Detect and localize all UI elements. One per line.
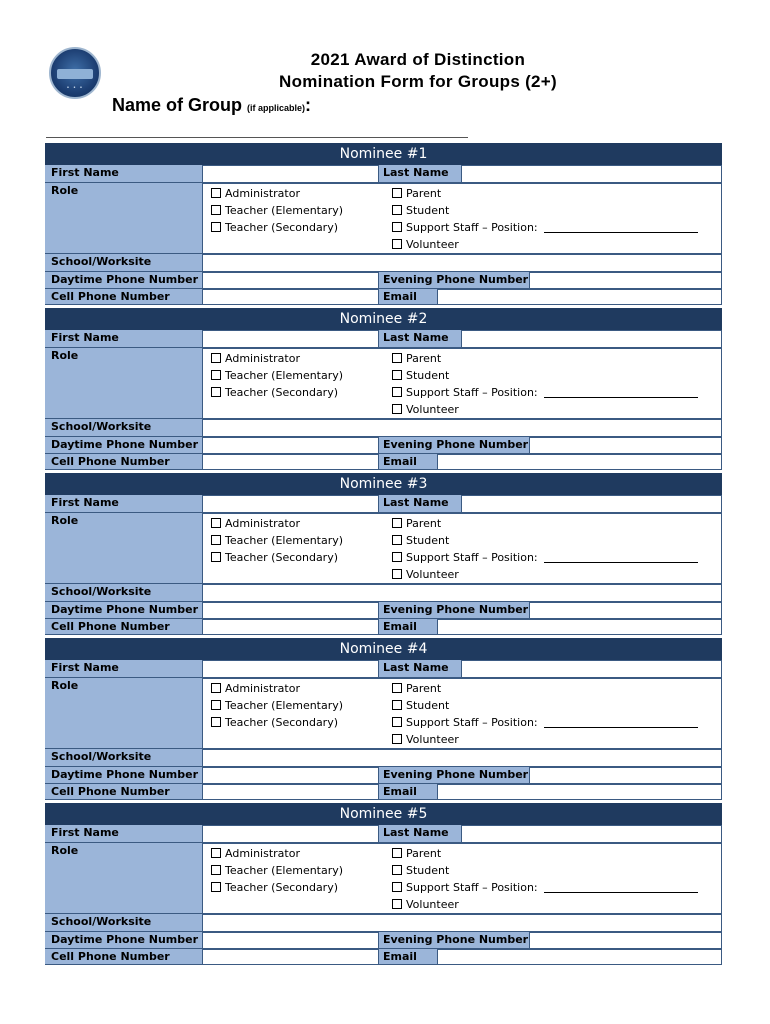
- role-options: [202, 843, 722, 914]
- role-teacher-secondary-label: Teacher (Secondary): [225, 551, 339, 564]
- evening-phone-field[interactable]: [529, 272, 722, 289]
- support-staff-position-field[interactable]: [544, 727, 698, 728]
- nominee-section: [45, 638, 722, 800]
- last-name-field[interactable]: [461, 825, 722, 843]
- role-parent-label: Parent: [406, 847, 442, 860]
- first-name-field[interactable]: [202, 825, 379, 843]
- checkbox-icon[interactable]: [392, 518, 402, 528]
- daytime-phone-field[interactable]: [202, 437, 379, 454]
- role-student-label: Student: [406, 534, 450, 547]
- role-volunteer[interactable]: [392, 731, 459, 748]
- email-field[interactable]: [437, 619, 722, 635]
- role-options: [202, 348, 722, 419]
- role-label: Role: [45, 348, 202, 419]
- email-label: Email: [379, 784, 437, 800]
- email-label: Email: [379, 289, 437, 305]
- checkbox-icon[interactable]: [392, 882, 402, 892]
- role-support-staff[interactable]: [392, 879, 698, 896]
- role-teacher-elementary[interactable]: [211, 202, 343, 219]
- email-field[interactable]: [437, 784, 722, 800]
- role-teacher-secondary[interactable]: [211, 879, 338, 896]
- role-administrator[interactable]: [211, 185, 300, 202]
- checkbox-icon[interactable]: [392, 552, 402, 562]
- school-field[interactable]: [202, 749, 722, 767]
- role-label: Role: [45, 183, 202, 254]
- role-administrator-label: Administrator: [225, 847, 300, 860]
- role-student-label: Student: [406, 369, 450, 382]
- role-student[interactable]: [392, 367, 449, 384]
- role-teacher-elementary-label: Teacher (Elementary): [225, 534, 344, 547]
- role-student[interactable]: [392, 202, 449, 219]
- role-teacher-secondary[interactable]: [211, 549, 338, 566]
- evening-phone-label: Evening Phone Number: [379, 272, 529, 289]
- role-support-staff-label: Support Staff – Position:: [406, 386, 538, 399]
- role-administrator-label: Administrator: [225, 352, 300, 365]
- checkbox-icon[interactable]: [211, 700, 221, 710]
- group-name-label: [112, 95, 311, 116]
- role-volunteer-label: Volunteer: [406, 733, 459, 746]
- role-teacher-secondary[interactable]: [211, 384, 338, 401]
- form-subtitle: Nomination Form for Groups (2+): [279, 72, 557, 91]
- role-volunteer[interactable]: [392, 566, 459, 583]
- checkbox-icon[interactable]: [211, 717, 221, 727]
- school-field[interactable]: [202, 914, 722, 932]
- email-field[interactable]: [437, 289, 722, 305]
- checkbox-icon[interactable]: [392, 734, 402, 744]
- checkbox-icon[interactable]: [392, 865, 402, 875]
- daytime-phone-label: Daytime Phone Number: [45, 602, 202, 619]
- daytime-phone-field[interactable]: [202, 602, 379, 619]
- role-teacher-secondary-label: Teacher (Secondary): [225, 221, 339, 234]
- checkbox-icon[interactable]: [392, 239, 402, 249]
- last-name-label: Last Name: [379, 330, 461, 348]
- school-label: School/Worksite: [45, 584, 202, 602]
- cell-phone-label: Cell Phone Number: [45, 289, 202, 305]
- support-staff-position-field[interactable]: [544, 397, 698, 398]
- role-volunteer-label: Volunteer: [406, 898, 459, 911]
- cell-phone-field[interactable]: [202, 949, 379, 965]
- role-volunteer-label: Volunteer: [406, 403, 459, 416]
- first-name-label: First Name: [45, 825, 202, 843]
- form-title: 2021 Award of Distinction: [310, 50, 526, 69]
- role-support-staff-label: Support Staff – Position:: [406, 716, 538, 729]
- school-field[interactable]: [202, 254, 722, 272]
- first-name-label: First Name: [45, 165, 202, 183]
- nominee-heading: Nominee #1: [45, 143, 722, 165]
- nominee-section: [45, 143, 722, 305]
- role-label: Role: [45, 843, 202, 914]
- nominee-heading: Nominee #5: [45, 803, 722, 825]
- last-name-label: Last Name: [379, 165, 461, 183]
- checkbox-icon[interactable]: [392, 387, 402, 397]
- role-parent[interactable]: [392, 515, 441, 532]
- school-field[interactable]: [202, 419, 722, 437]
- evening-phone-field[interactable]: [529, 932, 722, 949]
- role-teacher-elementary[interactable]: [211, 697, 343, 714]
- first-name-field[interactable]: [202, 495, 379, 513]
- evening-phone-label: Evening Phone Number: [379, 932, 529, 949]
- role-support-staff-label: Support Staff – Position:: [406, 551, 538, 564]
- role-support-staff[interactable]: [392, 219, 698, 236]
- school-field[interactable]: [202, 584, 722, 602]
- school-label: School/Worksite: [45, 419, 202, 437]
- role-teacher-secondary[interactable]: [211, 219, 338, 236]
- role-teacher-elementary-label: Teacher (Elementary): [225, 699, 344, 712]
- nominee-section: [45, 803, 722, 965]
- first-name-field[interactable]: [202, 165, 379, 183]
- checkbox-icon[interactable]: [392, 683, 402, 693]
- first-name-field[interactable]: [202, 330, 379, 348]
- daytime-phone-label: Daytime Phone Number: [45, 767, 202, 784]
- checkbox-icon[interactable]: [211, 222, 221, 232]
- role-teacher-secondary[interactable]: [211, 714, 338, 731]
- cell-phone-field[interactable]: [202, 619, 379, 635]
- checkbox-icon[interactable]: [392, 188, 402, 198]
- role-teacher-elementary[interactable]: [211, 367, 343, 384]
- daytime-phone-field[interactable]: [202, 932, 379, 949]
- checkbox-icon[interactable]: [392, 222, 402, 232]
- checkbox-icon[interactable]: [211, 535, 221, 545]
- role-label: Role: [45, 513, 202, 584]
- email-label: Email: [379, 454, 437, 470]
- school-label: School/Worksite: [45, 254, 202, 272]
- role-teacher-elementary[interactable]: [211, 532, 343, 549]
- last-name-field[interactable]: [461, 330, 722, 348]
- role-parent[interactable]: [392, 185, 441, 202]
- role-parent-label: Parent: [406, 187, 442, 200]
- evening-phone-label: Evening Phone Number: [379, 602, 529, 619]
- role-volunteer-label: Volunteer: [406, 238, 459, 251]
- role-options: [202, 513, 722, 584]
- checkbox-icon[interactable]: [392, 569, 402, 579]
- role-parent-label: Parent: [406, 517, 442, 530]
- role-administrator-label: Administrator: [225, 682, 300, 695]
- nominee-heading: Nominee #4: [45, 638, 722, 660]
- daytime-phone-label: Daytime Phone Number: [45, 437, 202, 454]
- support-staff-position-field[interactable]: [544, 892, 698, 893]
- role-volunteer[interactable]: [392, 236, 459, 253]
- checkbox-icon[interactable]: [211, 370, 221, 380]
- role-teacher-elementary-label: Teacher (Elementary): [225, 864, 344, 877]
- checkbox-icon[interactable]: [392, 370, 402, 380]
- cell-phone-field[interactable]: [202, 454, 379, 470]
- checkbox-icon[interactable]: [392, 353, 402, 363]
- role-teacher-elementary-label: Teacher (Elementary): [225, 204, 344, 217]
- checkbox-icon[interactable]: [392, 848, 402, 858]
- role-volunteer[interactable]: [392, 401, 459, 418]
- role-teacher-secondary-label: Teacher (Secondary): [225, 716, 339, 729]
- role-student[interactable]: [392, 697, 449, 714]
- role-administrator[interactable]: [211, 350, 300, 367]
- checkbox-icon[interactable]: [211, 353, 221, 363]
- last-name-field[interactable]: [461, 495, 722, 513]
- checkbox-icon[interactable]: [211, 848, 221, 858]
- checkbox-icon[interactable]: [392, 404, 402, 414]
- email-label: Email: [379, 949, 437, 965]
- email-field[interactable]: [437, 949, 722, 965]
- role-support-staff-label: Support Staff – Position:: [406, 881, 538, 894]
- support-staff-position-field[interactable]: [544, 562, 698, 563]
- checkbox-icon[interactable]: [211, 518, 221, 528]
- checkbox-icon[interactable]: [211, 865, 221, 875]
- last-name-field[interactable]: [461, 660, 722, 678]
- first-name-label: First Name: [45, 495, 202, 513]
- support-staff-position-field[interactable]: [544, 232, 698, 233]
- first-name-label: First Name: [45, 330, 202, 348]
- role-administrator[interactable]: [211, 845, 300, 862]
- group-name-note: (if applicable): [247, 103, 306, 113]
- first-name-label: First Name: [45, 660, 202, 678]
- nominee-heading: Nominee #2: [45, 308, 722, 330]
- role-student-label: Student: [406, 204, 450, 217]
- role-administrator[interactable]: [211, 515, 300, 532]
- role-parent[interactable]: [392, 845, 441, 862]
- daytime-phone-label: Daytime Phone Number: [45, 932, 202, 949]
- evening-phone-field[interactable]: [529, 602, 722, 619]
- cell-phone-field[interactable]: [202, 289, 379, 305]
- checkbox-icon[interactable]: [211, 882, 221, 892]
- role-teacher-secondary-label: Teacher (Secondary): [225, 386, 339, 399]
- cell-phone-label: Cell Phone Number: [45, 619, 202, 635]
- last-name-field[interactable]: [461, 165, 722, 183]
- evening-phone-label: Evening Phone Number: [379, 767, 529, 784]
- checkbox-icon[interactable]: [211, 205, 221, 215]
- role-parent-label: Parent: [406, 352, 442, 365]
- role-volunteer[interactable]: [392, 896, 459, 913]
- checkbox-icon[interactable]: [392, 717, 402, 727]
- email-label: Email: [379, 619, 437, 635]
- role-parent[interactable]: [392, 350, 441, 367]
- cell-phone-label: Cell Phone Number: [45, 454, 202, 470]
- nominee-heading: Nominee #3: [45, 473, 722, 495]
- role-support-staff[interactable]: [392, 549, 698, 566]
- logo-dots: • • •: [66, 85, 84, 91]
- checkbox-icon[interactable]: [392, 205, 402, 215]
- role-teacher-elementary[interactable]: [211, 862, 343, 879]
- daytime-phone-field[interactable]: [202, 272, 379, 289]
- cell-phone-field[interactable]: [202, 784, 379, 800]
- cell-phone-label: Cell Phone Number: [45, 784, 202, 800]
- email-field[interactable]: [437, 454, 722, 470]
- role-administrator[interactable]: [211, 680, 300, 697]
- evening-phone-label: Evening Phone Number: [379, 437, 529, 454]
- first-name-field[interactable]: [202, 660, 379, 678]
- nominee-section: [45, 473, 722, 635]
- group-name-colon: :: [305, 95, 312, 115]
- role-parent[interactable]: [392, 680, 441, 697]
- role-label: Role: [45, 678, 202, 749]
- role-support-staff[interactable]: [392, 384, 698, 401]
- role-options: [202, 183, 722, 254]
- role-student-label: Student: [406, 699, 450, 712]
- daytime-phone-field[interactable]: [202, 767, 379, 784]
- last-name-label: Last Name: [379, 825, 461, 843]
- last-name-label: Last Name: [379, 660, 461, 678]
- cell-phone-label: Cell Phone Number: [45, 949, 202, 965]
- role-options: [202, 678, 722, 749]
- role-administrator-label: Administrator: [225, 517, 300, 530]
- checkbox-icon[interactable]: [211, 387, 221, 397]
- checkbox-icon[interactable]: [211, 552, 221, 562]
- role-student[interactable]: [392, 862, 449, 879]
- nominee-section: [45, 308, 722, 470]
- role-support-staff[interactable]: [392, 714, 698, 731]
- role-volunteer-label: Volunteer: [406, 568, 459, 581]
- role-student-label: Student: [406, 864, 450, 877]
- checkbox-icon[interactable]: [211, 683, 221, 693]
- role-support-staff-label: Support Staff – Position:: [406, 221, 538, 234]
- last-name-label: Last Name: [379, 495, 461, 513]
- evening-phone-field[interactable]: [529, 437, 722, 454]
- evening-phone-field[interactable]: [529, 767, 722, 784]
- role-teacher-elementary-label: Teacher (Elementary): [225, 369, 344, 382]
- role-student[interactable]: [392, 532, 449, 549]
- role-administrator-label: Administrator: [225, 187, 300, 200]
- group-name-field[interactable]: [46, 137, 468, 138]
- daytime-phone-label: Daytime Phone Number: [45, 272, 202, 289]
- group-name-text: Name of Group: [112, 95, 248, 115]
- role-parent-label: Parent: [406, 682, 442, 695]
- checkbox-icon[interactable]: [392, 535, 402, 545]
- checkbox-icon[interactable]: [211, 188, 221, 198]
- checkbox-icon[interactable]: [392, 700, 402, 710]
- school-label: School/Worksite: [45, 914, 202, 932]
- role-teacher-secondary-label: Teacher (Secondary): [225, 881, 339, 894]
- checkbox-icon[interactable]: [392, 899, 402, 909]
- school-label: School/Worksite: [45, 749, 202, 767]
